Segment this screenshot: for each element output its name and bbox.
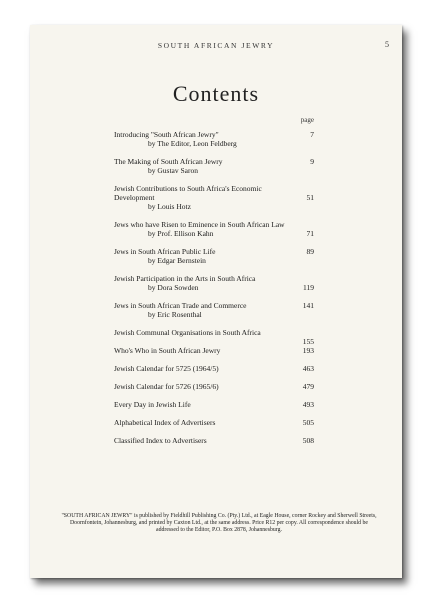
contents-entry <box>114 346 324 355</box>
entry-author: by Eric Rosenthal <box>148 310 202 319</box>
entry-page-number: 71 <box>306 229 314 238</box>
contents-entry <box>114 436 324 445</box>
entry-title: Introducing "South African Jewry" <box>114 130 219 139</box>
entry-author: by Gustav Saron <box>148 166 198 175</box>
contents-entry <box>114 301 324 319</box>
entry-page-number: 493 <box>302 400 314 409</box>
entry-author: by The Editor, Leon Feldberg <box>148 139 237 148</box>
contents-entry <box>114 220 324 238</box>
page-column-heading: page <box>300 116 314 124</box>
entry-author: by Prof. Ellison Kahn <box>148 229 214 238</box>
page-title: Contents <box>172 81 260 106</box>
page-number: 5 <box>385 40 389 49</box>
book-page <box>30 25 402 578</box>
entry-title: The Making of South African Jewry <box>114 157 223 166</box>
contents-entry <box>114 400 324 409</box>
entry-author: by Dora Sowden <box>148 283 199 292</box>
entry-page-number: 9 <box>310 157 314 166</box>
entry-title: Jews in South African Public Life <box>114 247 216 256</box>
contents-entry <box>114 247 324 265</box>
entry-title: Alphabetical Index of Advertisers <box>114 418 216 427</box>
entry-page-number: 463 <box>302 364 314 373</box>
entry-page-number: 51 <box>306 193 314 202</box>
entry-title: Jews in South African Trade and Commerce <box>114 301 247 310</box>
running-head: SOUTH AFRICAN JEWRY <box>157 41 275 50</box>
entry-page-number: 193 <box>302 346 314 355</box>
contents-entry <box>114 382 324 391</box>
entry-page-number: 479 <box>302 382 314 391</box>
entry-author: by Edgar Bernstein <box>148 256 206 265</box>
entry-page-number: 89 <box>306 247 314 256</box>
contents-entry <box>114 184 324 211</box>
contents-entry <box>114 157 324 175</box>
entry-title: Jews who have Risen to Eminence in South African Law <box>114 220 285 229</box>
entry-title: Every Day in Jewish Life <box>114 400 191 409</box>
entry-title: Jewish Communal Organisations in South Africa <box>114 328 261 337</box>
entry-page-number: 508 <box>302 436 314 445</box>
contents-entry <box>114 364 324 373</box>
entry-title: Jewish Calendar for 5725 (1964/5) <box>114 364 219 373</box>
entry-title: Who's Who in South African Jewry <box>114 346 221 355</box>
entry-title: Jewish Contributions to South Africa's Economic Development <box>114 184 262 202</box>
contents-entry <box>114 328 324 346</box>
entry-page-number: 141 <box>302 301 314 310</box>
entry-title: Jewish Calendar for 5726 (1965/6) <box>114 382 219 391</box>
entry-title: Jewish Participation in the Arts in South Africa <box>114 274 256 283</box>
entry-page-number: 505 <box>302 418 314 427</box>
entry-page-number: 155 <box>302 337 314 346</box>
contents-entry <box>114 274 324 292</box>
contents-list <box>114 130 324 454</box>
entry-page-number: 119 <box>303 283 314 292</box>
publisher-footer: "SOUTH AFRICAN JEWRY" is published by Fieldhill Publishing Co. (Pty.) Ltd., at Eagle House, corner Rockey and Sherwell Streets, Doornfontein, Johannesburg, and printed by Caxton Ltd., at the same address. Price R12 per copy. All correspondence should be addressed to the Editor, P.O. Box 2878, Johannesburg. <box>61 513 377 533</box>
contents-entry <box>114 418 324 427</box>
contents-entry <box>114 130 324 148</box>
entry-title: Classified Index to Advertisers <box>114 436 207 445</box>
entry-author: by Louis Hotz <box>148 202 191 211</box>
entry-page-number: 7 <box>310 130 314 139</box>
